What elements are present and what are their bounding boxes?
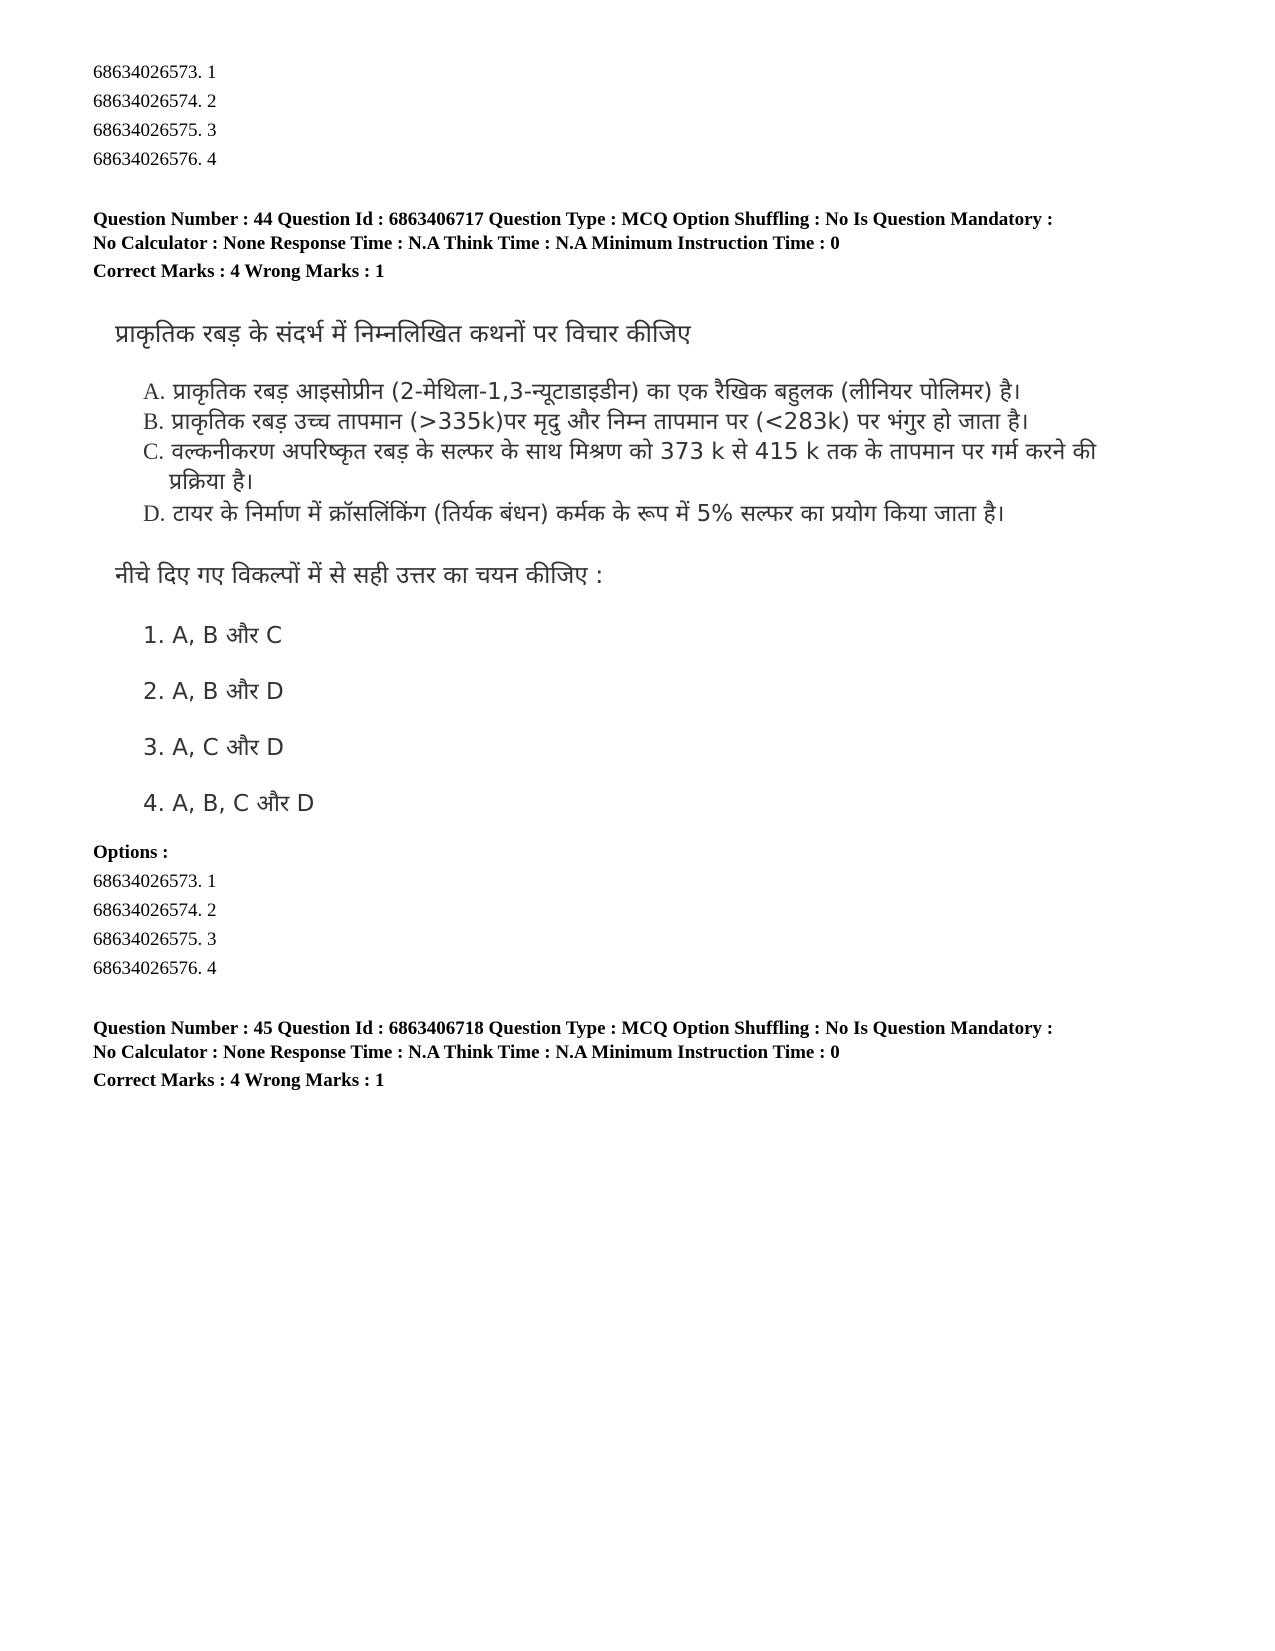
statement-letter: D. bbox=[143, 501, 166, 526]
statement-letter: A. bbox=[143, 379, 166, 404]
option-line bbox=[93, 925, 1203, 954]
statement-b bbox=[143, 404, 1029, 436]
option-label: 3 bbox=[207, 929, 217, 950]
option-label: 3 bbox=[207, 120, 217, 141]
question-meta-line-2: No Calculator : None Response Time : N.A Think Time : N.A Minimum Instruction Time : 0 bbox=[93, 1042, 840, 1063]
option-line bbox=[93, 896, 1203, 925]
options-heading: Options : bbox=[93, 842, 169, 863]
statement-text: प्राकृतिक रबड़ आइसोप्रीन (2-मेथिला-1,3-न्यूटाडाइडीन) का एक रैखिक बहुलक (लीनियर पोलिमर) है। bbox=[172, 379, 1021, 405]
question-44 bbox=[93, 208, 1203, 983]
question-body bbox=[115, 306, 1115, 826]
option-label: 1 bbox=[207, 871, 217, 892]
options-list bbox=[93, 867, 1203, 983]
question-45 bbox=[93, 1017, 1203, 1093]
answer-choice: 2. A, B और D bbox=[143, 679, 284, 705]
question-meta-line-1: Question Number : 44 Question Id : 6863406717 Question Type : MCQ Option Shuffling : No Is Question Mandatory : bbox=[93, 209, 1054, 230]
option-id: 68634026575. bbox=[93, 120, 203, 141]
question-meta-line-2: No Calculator : None Response Time : N.A Think Time : N.A Minimum Instruction Time : 0 bbox=[93, 233, 840, 254]
option-id: 68634026576. bbox=[93, 149, 203, 170]
option-line bbox=[93, 867, 1203, 896]
question-marks: Correct Marks : 4 Wrong Marks : 1 bbox=[93, 1070, 385, 1091]
option-label: 4 bbox=[207, 149, 217, 170]
option-id: 68634026573. bbox=[93, 871, 203, 892]
statement-d bbox=[143, 496, 1004, 528]
option-line bbox=[93, 145, 1203, 174]
option-id: 68634026574. bbox=[93, 91, 203, 112]
option-line bbox=[93, 116, 1203, 145]
statement-a bbox=[143, 374, 1021, 406]
statement-text: टायर के निर्माण में क्रॉसलिंकिंग (तिर्यक बंधन) कर्मक के रूप में 5% सल्फर का प्रयोग किया जाता है। bbox=[172, 501, 1005, 527]
statement-letter: B. bbox=[143, 409, 165, 434]
option-id: 68634026575. bbox=[93, 929, 203, 950]
question-stem: प्राकृतिक रबड़ के संदर्भ में निम्नलिखित कथनों पर विचार कीजिए bbox=[115, 319, 691, 348]
statement-c-continuation: प्रक्रिया है। bbox=[169, 469, 254, 495]
option-line bbox=[93, 87, 1203, 116]
option-line bbox=[93, 58, 1203, 87]
option-label: 1 bbox=[207, 62, 217, 83]
option-label: 4 bbox=[207, 958, 217, 979]
option-label: 2 bbox=[207, 91, 217, 112]
statement-text: वल्कनीकरण अपरिष्कृत रबड़ के सल्फर के साथ मिश्रण को 373 k से 415 k तक के तापमान पर गर्म करने की bbox=[171, 439, 1097, 465]
option-id: 68634026573. bbox=[93, 62, 203, 83]
statement-text: प्राकृतिक रबड़ उच्च तापमान (>335k)पर मृदु और निम्न तापमान पर (<283k) पर भंगुर हो जाता है। bbox=[171, 409, 1029, 435]
answer-choice: 3. A, C और D bbox=[143, 735, 284, 761]
option-id: 68634026574. bbox=[93, 900, 203, 921]
document-page bbox=[93, 58, 1203, 1093]
question-meta-line-1: Question Number : 45 Question Id : 6863406718 Question Type : MCQ Option Shuffling : No Is Question Mandatory : bbox=[93, 1018, 1054, 1039]
question-marks: Correct Marks : 4 Wrong Marks : 1 bbox=[93, 261, 385, 282]
statement-c bbox=[143, 434, 1096, 466]
option-line bbox=[93, 954, 1203, 983]
option-label: 2 bbox=[207, 900, 217, 921]
question-prompt: नीचे दिए गए विकल्पों में से सही उत्तर का चयन कीजिए : bbox=[115, 561, 604, 589]
statement-letter: C. bbox=[143, 439, 165, 464]
previous-options-list bbox=[93, 58, 1203, 174]
answer-choice: 4. A, B, C और D bbox=[143, 791, 315, 817]
option-id: 68634026576. bbox=[93, 958, 203, 979]
answer-choice: 1. A, B और C bbox=[143, 623, 283, 649]
